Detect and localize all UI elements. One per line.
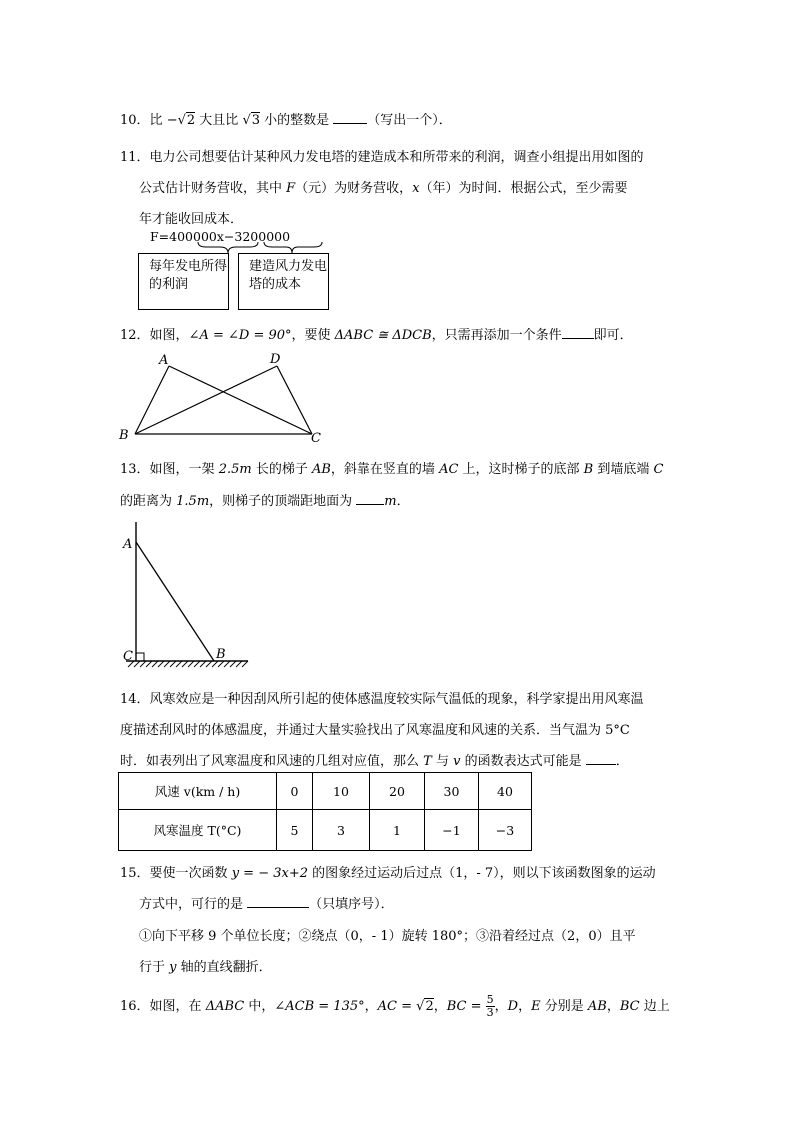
formula: F=400000x−3200000 xyxy=(150,229,291,244)
answer-blank xyxy=(333,111,367,124)
question-number: 16． xyxy=(120,999,150,1014)
profit-label-box: 每年发电所得的利润 xyxy=(138,253,229,310)
table-cell: −1 xyxy=(425,810,479,851)
question-15-line-1: 15．要使一次函数 y = − 3x+2 的图象经过运动后过点（1，- 7），则以下该函数图象的运动 xyxy=(120,866,656,881)
table-cell: 5 xyxy=(277,810,313,851)
segment-ac xyxy=(169,366,312,434)
cost-label-box: 建造风力发电塔的成本 xyxy=(238,253,329,310)
table-cell: 20 xyxy=(370,773,425,810)
question-14-line-3: 时．如表列出了风寒温度和风速的几组对应值，那么 T 与 v 的函数表达式可能是 ． xyxy=(120,754,629,769)
question-15-line-2: 方式中，可行的是 （只填序号）． xyxy=(139,897,394,912)
question-15-line-4: 行于 y 轴的直线翻折． xyxy=(139,960,272,975)
table-cell: 30 xyxy=(425,773,479,810)
answer-blank xyxy=(356,492,384,505)
answer-blank xyxy=(586,752,616,765)
segment-dc xyxy=(277,366,312,434)
segment-ab xyxy=(135,366,169,434)
question-16: 16．如图，在 ΔABC 中，∠ACB = 135°，AC = √2，BC = $\frac{5}{3}$ ，D，E 分别是 AB，BC 边上 xyxy=(120,993,670,1019)
question-11-line-3: 年才能收回成本． xyxy=(139,212,244,227)
answer-blank xyxy=(562,326,594,339)
table-cell: 10 xyxy=(313,773,370,810)
ladder xyxy=(136,542,214,661)
table-cell: 3 xyxy=(313,810,370,851)
row-header-speed: 风速 v(km / h) xyxy=(119,773,277,810)
answer-blank xyxy=(247,895,309,908)
label-c: C xyxy=(123,649,133,664)
question-12: 12．如图，∠A = ∠D = 90°，要使 ΔABC ≅ ΔDCB，只需再添加一个条件 即可． xyxy=(120,328,633,343)
right-angle-mark xyxy=(136,653,144,661)
question-number: 15． xyxy=(120,866,150,881)
question-13-line-2: 的距离为 1.5m，则梯子的顶端距地面为 m． xyxy=(120,494,410,509)
question-14-line-2: 度描述刮风时的体感温度，并通过大量实验找出了风寒温度和风速的关系．当气温为 5°C xyxy=(120,723,630,738)
ground-hatching xyxy=(128,661,248,667)
label-c: C xyxy=(311,431,321,444)
label-b: B xyxy=(216,647,226,662)
table-cell: 1 xyxy=(370,810,425,851)
table-cell: 40 xyxy=(479,773,532,810)
question-15-line-3: ①向下平移 9 个单位长度；②绕点（0，- 1）旋转 180°；③沿着经过点（2，0）且平 xyxy=(139,929,636,944)
fraction: $\frac{5}{3}$ xyxy=(486,993,494,1019)
question-number: 10． xyxy=(120,113,150,128)
question-number: 14． xyxy=(120,692,150,707)
label-d: D xyxy=(270,352,281,367)
table-cell: −3 xyxy=(479,810,532,851)
ladder-figure xyxy=(118,518,253,670)
sqrt-icon: √ xyxy=(177,113,186,128)
question-11-line-2: 公式估计财务营收，其中 F（元）为财务营收，x（年）为时间．根据公式，至少需要 xyxy=(139,181,628,196)
label-b: B xyxy=(119,428,129,443)
label-a: A xyxy=(123,537,133,552)
label-a: A xyxy=(159,353,169,368)
table-row xyxy=(119,773,532,810)
wind-chill-table xyxy=(118,772,532,851)
sqrt-icon: √ xyxy=(242,113,251,128)
question-13-line-1: 13．如图，一架 2.5m 长的梯子 AB，斜靠在竖直的墙 AC 上，这时梯子的底部 B 到墙底端 C xyxy=(120,462,664,477)
segment-db xyxy=(135,366,277,434)
table-cell: 0 xyxy=(277,773,313,810)
quadrilateral-figure xyxy=(112,348,332,444)
table-row xyxy=(119,810,532,851)
question-number: 13． xyxy=(120,462,150,477)
question-number: 11． xyxy=(120,150,150,165)
question-11-line-1: 11．电力公司想要估计某种风力发电塔的建造成本和所带来的利润，调查小组提出用如图的 xyxy=(120,150,644,165)
question-10: 10．比 −√2 大且比 √3 小的整数是 （写出一个）． xyxy=(120,113,452,128)
question-number: 12． xyxy=(120,328,150,343)
row-header-temp: 风寒温度 T(°C) xyxy=(119,810,277,851)
question-14-line-1: 14．风寒效应是一种因刮风所引起的使体感温度较实际气温低的现象，科学家提出用风寒温 xyxy=(120,692,644,707)
sqrt-icon: √ xyxy=(416,999,425,1014)
